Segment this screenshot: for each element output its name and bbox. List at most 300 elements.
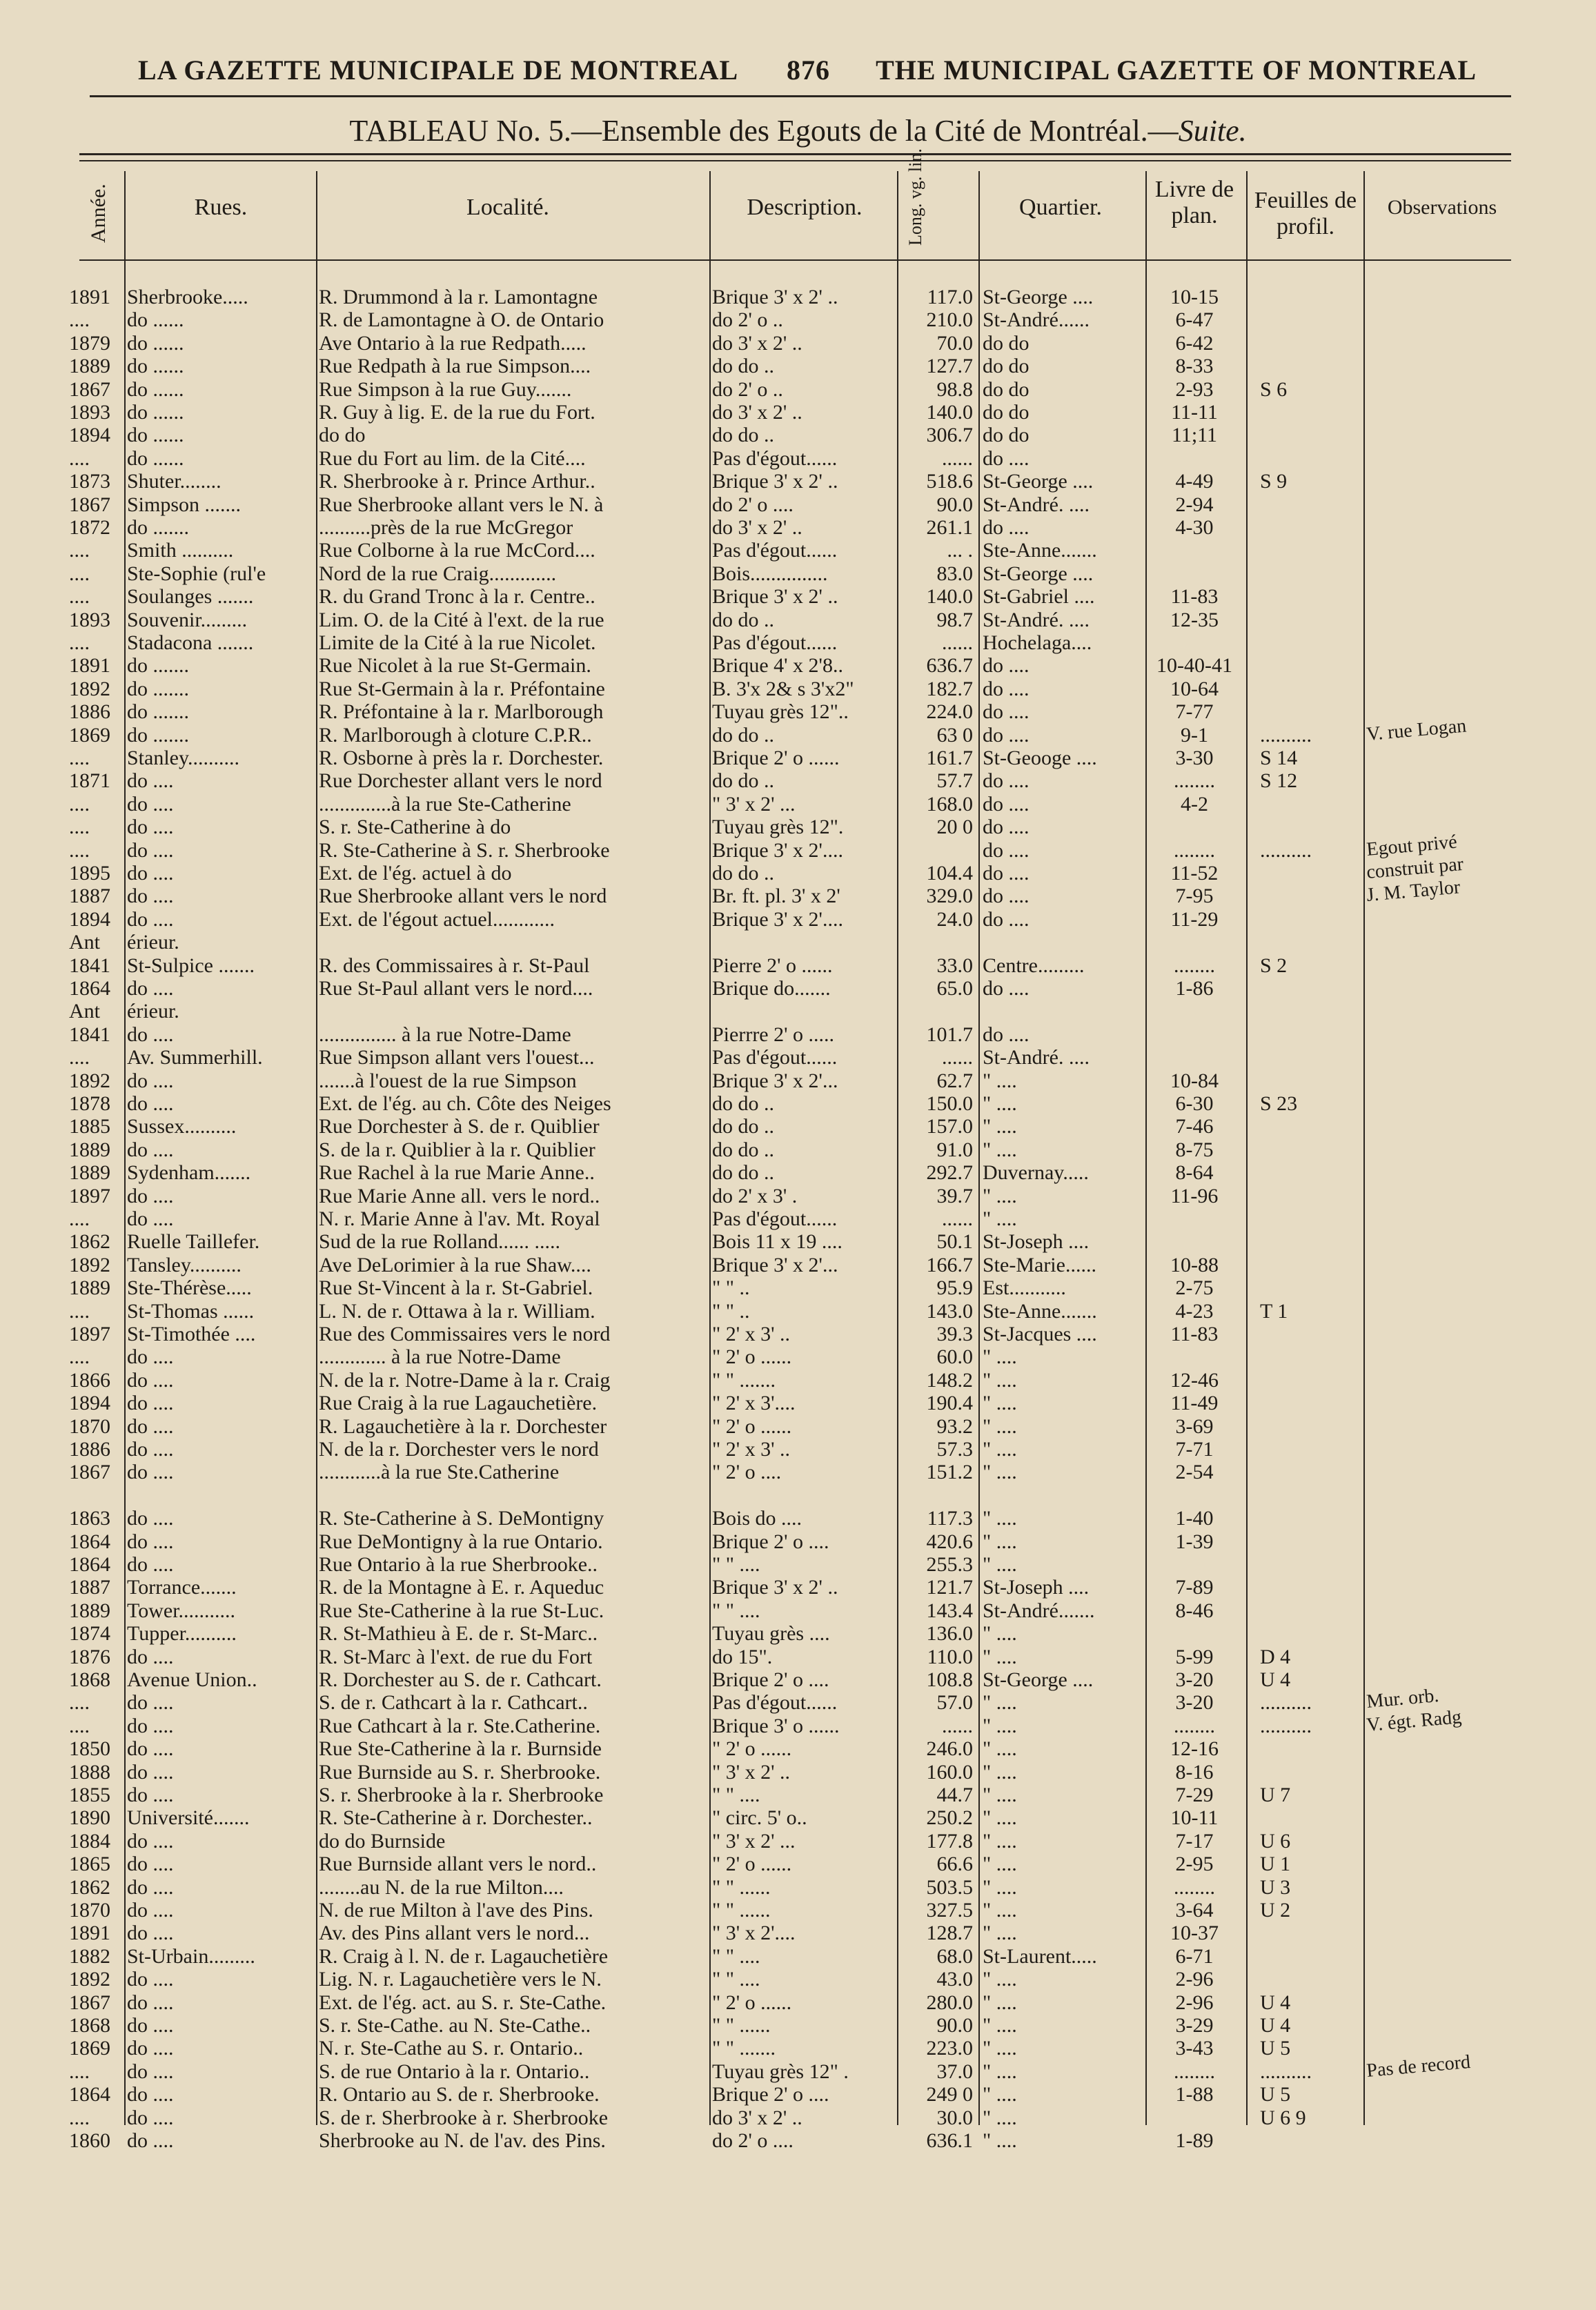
cell-quartier: do ....	[983, 816, 1029, 839]
cell-localite: Rue Ste-Catherine à la r. Burnside	[319, 1737, 602, 1761]
cell-longueur: ......	[942, 446, 973, 470]
cell-rue: do ....	[127, 1829, 174, 1853]
cell-description: Brique 2' o ....	[712, 1530, 829, 1553]
cell-longueur: 327.5	[926, 1899, 973, 1922]
cell-longueur: 90.0	[936, 2014, 973, 2037]
cell-longueur: 143.0	[926, 1299, 973, 1323]
cell-year: 1889	[69, 1161, 110, 1185]
cell-rue: do ....	[127, 816, 174, 839]
cell-localite: Sherbrooke au N. de l'av. des Pins.	[319, 2129, 606, 2152]
table-row	[0, 831, 1596, 862]
table-row	[0, 1761, 1596, 1784]
cell-feuilles: U 1	[1260, 1853, 1291, 1876]
cell-quartier: do do	[983, 377, 1029, 401]
cell-observation: V. rue Logan	[1366, 715, 1468, 745]
cell-localite: Ext. de l'ég. actuel à do	[319, 862, 512, 885]
cell-rue: do ....	[127, 2083, 174, 2106]
cell-description: do 2' o ....	[712, 2129, 794, 2152]
cell-year: 1841	[69, 954, 110, 977]
cell-localite: R. Guy à lig. E. de la rue du Fort.	[319, 401, 595, 424]
cell-livre: 11-83	[1170, 1323, 1219, 1345]
cell-longueur: 157.0	[926, 1115, 973, 1138]
cell-year: 1889	[69, 1276, 110, 1300]
cell-longueur: 148.2	[926, 1368, 973, 1392]
cell-livre: 4-30	[1175, 516, 1214, 539]
cell-year: 1869	[69, 723, 110, 747]
cell-localite: Rue Sherbrooke allant vers le N. à	[319, 493, 604, 516]
cell-year: 1897	[69, 1323, 110, 1345]
cell-description: Pas d'égout......	[712, 539, 838, 562]
cell-quartier: " ....	[983, 1737, 1017, 1761]
cell-description: " " ..	[712, 1276, 750, 1300]
cell-description: Brique 2' o ....	[712, 1668, 829, 1691]
cell-livre: 8-64	[1175, 1161, 1214, 1185]
table-row	[0, 1300, 1596, 1323]
cell-rue: do ....	[127, 1853, 174, 1876]
cell-longueur: ......	[942, 1207, 973, 1230]
cell-longueur: ......	[942, 1714, 973, 1737]
cell-livre: 3-30	[1175, 747, 1214, 769]
cell-quartier: St-André.......	[983, 1599, 1095, 1622]
cell-longueur: 420.6	[926, 1530, 973, 1553]
cell-localite: Rue Cathcart à la r. Ste.Catherine.	[319, 1714, 601, 1737]
cell-description: Brique 3' x 2'....	[712, 907, 843, 931]
cell-localite: R. Lagauchetière à la r. Dorchester	[319, 1414, 607, 1438]
cell-year: ....	[69, 747, 90, 769]
cell-feuilles: U 5	[1260, 2037, 1291, 2060]
cell-localite: Rue Dorchester à S. de r. Quiblier	[319, 1115, 600, 1138]
cell-quartier: " ....	[983, 1829, 1017, 1853]
cell-year: 1850	[69, 1737, 110, 1761]
cell-livre: 12-35	[1170, 608, 1219, 631]
cell-rue: Av. Summerhill.	[127, 1046, 263, 1069]
table-row	[0, 1553, 1596, 1577]
cell-description: Brique 3' o ......	[712, 1714, 840, 1737]
cell-rue: Tupper..........	[127, 1622, 237, 1646]
cell-description: do do ..	[712, 1138, 774, 1161]
cell-feuilles: S 6	[1260, 377, 1288, 401]
cell-longueur: 63 0	[936, 723, 973, 747]
cell-localite: Rue St-Germain à la r. Préfontaine	[319, 677, 605, 700]
cell-livre: 7-77	[1175, 700, 1214, 724]
cell-longueur: 62.7	[936, 1069, 973, 1092]
cell-year: Ant	[69, 931, 100, 954]
cell-quartier: " ....	[983, 1507, 1017, 1530]
cell-description: Brique 2' o ....	[712, 2083, 829, 2106]
cell-quartier: " ....	[983, 1760, 1017, 1784]
cell-quartier: do do	[983, 424, 1029, 447]
cell-quartier: " ....	[983, 1368, 1017, 1392]
cell-year: 1888	[69, 1760, 110, 1784]
cell-year: 1887	[69, 885, 110, 908]
cell-rue: do ....	[127, 2060, 174, 2083]
cell-longueur: 292.7	[926, 1161, 973, 1185]
cell-longueur: 210.0	[926, 308, 973, 332]
cell-localite: Rue du Fort au lim. de la Cité....	[319, 446, 586, 470]
table-row	[0, 1668, 1596, 1692]
cell-year: 1865	[69, 1853, 110, 1876]
cell-longueur: 24.0	[936, 907, 973, 931]
col-head-feuilles: Feuilles de profil.	[1254, 188, 1357, 239]
cell-description: " 2' o ......	[712, 1345, 792, 1369]
cell-longueur: 44.7	[936, 1784, 973, 1806]
table-row	[0, 678, 1596, 701]
cell-livre: 2-96	[1175, 1991, 1214, 2014]
cell-longueur: 280.0	[926, 1991, 973, 2014]
cell-rue: do ....	[127, 1553, 174, 1576]
cell-livre: ........	[1174, 838, 1215, 862]
table-header-bottom-rule	[79, 259, 1511, 261]
cell-longueur: 68.0	[936, 1944, 973, 1968]
cell-longueur: 127.7	[926, 355, 973, 378]
cell-rue: do ....	[127, 2129, 174, 2152]
cell-localite: Rue Ste-Catherine à la rue St-Luc.	[319, 1599, 604, 1622]
cell-rue: do ....	[127, 1461, 174, 1484]
cell-localite: Nord de la rue Craig.............	[319, 562, 557, 585]
cell-rue: do ....	[127, 2014, 174, 2037]
cell-year: ....	[69, 585, 90, 609]
cell-feuilles: ..........	[1260, 838, 1312, 862]
cell-description: do do ..	[712, 1092, 774, 1115]
table-title-suffix: Suite.	[1178, 114, 1247, 148]
cell-livre: ........	[1174, 1714, 1215, 1737]
cell-rue: St-Thomas ......	[127, 1299, 255, 1323]
cell-longueur: ......	[942, 1046, 973, 1069]
cell-description: Brique 3' x 2'...	[712, 1253, 838, 1276]
table-title	[0, 113, 1596, 148]
cell-longueur: 108.8	[926, 1668, 973, 1691]
cell-localite: N. r. Ste-Cathe au S. r. Ontario..	[319, 2037, 584, 2060]
cell-description: do 15".	[712, 1645, 773, 1668]
table-row	[0, 1046, 1596, 1069]
cell-year: 1872	[69, 516, 110, 539]
col-head-description: Description.	[747, 195, 863, 220]
cell-description: " 2' o ......	[712, 1737, 792, 1761]
cell-rue: do ....	[127, 1784, 174, 1806]
cell-year: 1889	[69, 1599, 110, 1622]
cell-quartier: " ....	[983, 1461, 1017, 1484]
cell-description: Brique 3' x 2' ..	[712, 1576, 838, 1599]
cell-year: ....	[69, 2106, 90, 2129]
cell-description: do do ..	[712, 723, 774, 747]
cell-livre: 8-75	[1175, 1138, 1214, 1161]
cell-quartier: " ....	[983, 1899, 1017, 1922]
cell-feuilles: U 4	[1260, 1668, 1291, 1691]
cell-localite: ........au N. de la rue Milton....	[319, 1875, 564, 1899]
table-row	[0, 1392, 1596, 1415]
cell-livre: 2-75	[1175, 1276, 1214, 1300]
cell-description: " " ....	[712, 1784, 760, 1806]
cell-longueur: 249 0	[926, 2083, 973, 2106]
cell-rue: do ....	[127, 1922, 174, 1945]
cell-localite: Ext. de l'égout actuel............	[319, 907, 555, 931]
cell-rue: Souvenir.........	[127, 608, 248, 631]
table-row	[0, 493, 1596, 517]
cell-description: do do ..	[712, 1161, 774, 1185]
cell-longueur: 30.0	[936, 2106, 973, 2129]
cell-localite: Rue Sherbrooke allant vers le nord	[319, 885, 607, 908]
cell-year: 1873	[69, 470, 110, 493]
cell-quartier: do do	[983, 331, 1029, 355]
cell-livre: 1-86	[1175, 977, 1214, 1000]
cell-rue: do ....	[127, 1184, 174, 1207]
table-row	[0, 977, 1596, 1000]
cell-rue: do ....	[127, 1345, 174, 1369]
cell-longueur: 190.4	[926, 1392, 973, 1415]
cell-longueur: 168.0	[926, 792, 973, 816]
cell-rue: do ....	[127, 1899, 174, 1922]
cell-localite: Rue Simpson à la rue Guy.......	[319, 377, 572, 401]
cell-longueur: 161.7	[926, 747, 973, 769]
table-row	[0, 853, 1596, 885]
table-row	[0, 1161, 1596, 1185]
cell-livre: 7-29	[1175, 1784, 1214, 1806]
table-row	[0, 1922, 1596, 1945]
cell-livre: ........	[1174, 954, 1215, 977]
cell-quartier: " ....	[983, 2106, 1017, 2129]
cell-rue: Stadacona .......	[127, 631, 254, 654]
table-row	[0, 378, 1596, 402]
cell-description: " 2' x 3' ..	[712, 1438, 791, 1461]
cell-feuilles: ..........	[1260, 723, 1312, 747]
cell-description: Pas d'égout......	[712, 1046, 838, 1069]
cell-longueur: 518.6	[926, 470, 973, 493]
table-row	[0, 1138, 1596, 1162]
cell-longueur: 43.0	[936, 1968, 973, 1991]
cell-rue: do .......	[127, 654, 189, 678]
cell-quartier: " ....	[983, 2060, 1017, 2083]
cell-description: Pas d'égout......	[712, 1207, 838, 1230]
table-row	[0, 631, 1596, 655]
cell-quartier: Ste-Anne.......	[983, 539, 1097, 562]
header-english-title: THE MUNICIPAL GAZETTE OF MONTREAL	[876, 55, 1477, 86]
cell-longueur: 223.0	[926, 2037, 973, 2060]
cell-description: " " ......	[712, 1875, 771, 1899]
cell-longueur: 117.0	[927, 286, 973, 308]
cell-localite: Rue Ontario à la rue Sherbrooke..	[319, 1553, 598, 1576]
cell-longueur: 98.7	[936, 608, 973, 631]
cell-localite: R. du Grand Tronc à la r. Centre..	[319, 585, 595, 609]
cell-feuilles: S 9	[1260, 470, 1288, 493]
cell-localite: Rue Nicolet à la rue St-Germain.	[319, 654, 591, 678]
cell-longueur: 306.7	[926, 424, 973, 447]
cell-quartier: " ....	[983, 2129, 1017, 2152]
cell-livre: 4-23	[1175, 1299, 1214, 1323]
cell-rue: Torrance.......	[127, 1576, 237, 1599]
table-row	[0, 1737, 1596, 1761]
cell-localite: Limite de la Cité à la rue Nicolet.	[319, 631, 596, 654]
cell-year: 1892	[69, 1253, 110, 1276]
cell-description: " circ. 5' o..	[712, 1806, 807, 1830]
cell-year: 1866	[69, 1368, 110, 1392]
cell-longueur: 246.0	[926, 1737, 973, 1761]
table-row	[0, 908, 1596, 931]
cell-rue: do ....	[127, 977, 174, 1000]
cell-description: do 3' x 2' ..	[712, 401, 802, 424]
cell-description: do 3' x 2' ..	[712, 331, 802, 355]
cell-quartier: Ste-Marie......	[983, 1253, 1096, 1276]
table-row	[0, 2014, 1596, 2037]
table-row	[0, 1899, 1596, 1922]
cell-feuilles: U 6	[1260, 1829, 1291, 1853]
cell-year: 1893	[69, 401, 110, 424]
cell-year: ....	[69, 539, 90, 562]
table-row	[0, 1276, 1596, 1300]
cell-year: 1860	[69, 2129, 110, 2152]
cell-description: " " ....	[712, 1944, 760, 1968]
cell-quartier: " ....	[983, 2037, 1017, 2060]
cell-livre: 11-11	[1171, 401, 1218, 424]
cell-livre: 3-64	[1175, 1899, 1214, 1922]
table-row	[0, 539, 1596, 562]
table-row	[0, 1507, 1596, 1530]
cell-rue: do ....	[127, 1760, 174, 1784]
cell-year: 1897	[69, 1184, 110, 1207]
cell-year: 1867	[69, 493, 110, 516]
cell-livre: ........	[1174, 1875, 1215, 1899]
cell-quartier: do ....	[983, 1023, 1029, 1046]
cell-livre: 3-20	[1175, 1691, 1214, 1715]
cell-livre: 2-93	[1175, 377, 1214, 401]
cell-livre: 11;11	[1171, 424, 1218, 447]
cell-year: 1882	[69, 1944, 110, 1968]
cell-longueur: 66.6	[936, 1853, 973, 1876]
cell-description: do 3' x 2' ..	[712, 516, 802, 539]
cell-rue: do ....	[127, 2106, 174, 2129]
cell-year: 1894	[69, 424, 110, 447]
cell-description: " 2' o ......	[712, 1414, 792, 1438]
cell-rue: do ....	[127, 885, 174, 908]
cell-livre: 7-17	[1175, 1829, 1214, 1853]
cell-rue: do ....	[127, 1507, 174, 1530]
cell-longueur: 150.0	[926, 1092, 973, 1115]
cell-year: 1870	[69, 1899, 110, 1922]
cell-livre: ........	[1174, 2060, 1215, 2083]
table-row	[0, 1323, 1596, 1346]
cell-localite: Rue DeMontigny à la rue Ontario.	[319, 1530, 603, 1553]
col-head-year: Année.	[87, 184, 110, 243]
cell-localite: Rue Dorchester allant vers le nord	[319, 769, 602, 793]
cell-localite: ..........près de la rue McGregor	[319, 516, 573, 539]
page-number: 876	[787, 55, 830, 86]
cell-longueur: 57.3	[936, 1438, 973, 1461]
cell-longueur: 57.7	[936, 769, 973, 793]
cell-quartier: " ....	[983, 1184, 1017, 1207]
cell-rue: do .......	[127, 723, 189, 747]
cell-livre: 10-88	[1170, 1253, 1219, 1276]
cell-year: ....	[69, 1046, 90, 1069]
cell-longueur: 255.3	[926, 1553, 973, 1576]
cell-rue: do ....	[127, 1092, 174, 1115]
table-row	[0, 1706, 1596, 1738]
table-row	[0, 308, 1596, 332]
table-row	[0, 1185, 1596, 1208]
cell-rue: Soulanges .......	[127, 585, 254, 609]
cell-quartier: St-Gabriel ....	[983, 585, 1095, 609]
table-row	[0, 700, 1596, 724]
cell-quartier: " ....	[983, 1069, 1017, 1092]
cell-localite: Rue Craig à la rue Lagauchetière.	[319, 1392, 598, 1415]
cell-quartier: " ....	[983, 1530, 1017, 1553]
cell-rue: do ....	[127, 1875, 174, 1899]
cell-observation: construit par	[1366, 853, 1465, 884]
cell-rue: Ste-Thérèse.....	[127, 1276, 252, 1300]
cell-livre: 7-95	[1175, 885, 1214, 908]
cell-livre: 2-96	[1175, 1968, 1214, 1991]
cell-rue: do ....	[127, 862, 174, 885]
cell-year: 1862	[69, 1230, 110, 1254]
cell-longueur: 70.0	[936, 331, 973, 355]
cell-quartier: do ....	[983, 446, 1029, 470]
table-row	[0, 1530, 1596, 1554]
cell-longueur: 140.0	[926, 401, 973, 424]
cell-rue: St-Timothée ....	[127, 1323, 256, 1345]
cell-rue: do .......	[127, 700, 189, 724]
cell-longueur: 95.9	[936, 1276, 973, 1300]
cell-quartier: do ....	[983, 885, 1029, 908]
header-rule	[90, 95, 1511, 97]
cell-description: do 3' x 2' ..	[712, 2106, 802, 2129]
cell-quartier: " ....	[983, 1691, 1017, 1715]
cell-rue: Ste-Sophie (rul'e	[127, 562, 266, 585]
cell-quartier: " ....	[983, 2014, 1017, 2037]
cell-localite: S. de rue Ontario à la r. Ontario..	[319, 2060, 590, 2083]
table-row	[0, 2083, 1596, 2106]
cell-quartier: Ste-Anne.......	[983, 1299, 1097, 1323]
cell-localite: Ave DeLorimier à la rue Shaw....	[319, 1253, 591, 1276]
cell-rue: Sherbrooke.....	[127, 286, 248, 308]
cell-year: ....	[69, 792, 90, 816]
cell-localite: ............... à la rue Notre-Dame	[319, 1023, 571, 1046]
table-row	[0, 1069, 1596, 1093]
cell-feuilles: S 23	[1260, 1092, 1298, 1115]
cell-year: 1886	[69, 1438, 110, 1461]
header-french-title: LA GAZETTE MUNICIPALE DE MONTREAL	[138, 55, 739, 86]
cell-longueur: 182.7	[926, 677, 973, 700]
table-row	[0, 332, 1596, 355]
cell-rue: do ....	[127, 1968, 174, 1991]
cell-quartier: " ....	[983, 1345, 1017, 1369]
cell-quartier: St-George ....	[983, 562, 1094, 585]
cell-longueur: 121.7	[926, 1576, 973, 1599]
cell-description: Brique 3' x 2'....	[712, 838, 843, 862]
cell-year: ....	[69, 1714, 90, 1737]
cell-feuilles: ..........	[1260, 2060, 1312, 2083]
cell-livre: 10-37	[1170, 1922, 1219, 1945]
cell-description: Pas d'égout......	[712, 631, 838, 654]
cell-rue: do ....	[127, 2037, 174, 2060]
cell-localite: L. N. de r. Ottawa à la r. William.	[319, 1299, 595, 1323]
cell-longueur: 60.0	[936, 1345, 973, 1369]
cell-localite: R. Ste-Catherine à S. DeMontigny	[319, 1507, 604, 1530]
cell-localite: Rue St-Paul allant vers le nord....	[319, 977, 593, 1000]
cell-description: " 2' x 3'....	[712, 1392, 796, 1415]
table-row	[0, 355, 1596, 378]
cell-quartier: " ....	[983, 2083, 1017, 2106]
table-row	[0, 2037, 1596, 2060]
cell-quartier: Est...........	[983, 1276, 1066, 1300]
cell-quartier: St-Laurent.....	[983, 1944, 1097, 1968]
cell-quartier: do ....	[983, 723, 1029, 747]
table-row	[0, 1345, 1596, 1369]
cell-longueur: 93.2	[936, 1414, 973, 1438]
table-row	[0, 1115, 1596, 1138]
cell-observation: V. égt. Radg	[1366, 1706, 1463, 1736]
cell-rue: Sussex..........	[127, 1115, 237, 1138]
cell-localite: do do	[319, 424, 366, 447]
cell-quartier: Duvernay.....	[983, 1161, 1089, 1185]
cell-feuilles: U 4	[1260, 1991, 1291, 2014]
